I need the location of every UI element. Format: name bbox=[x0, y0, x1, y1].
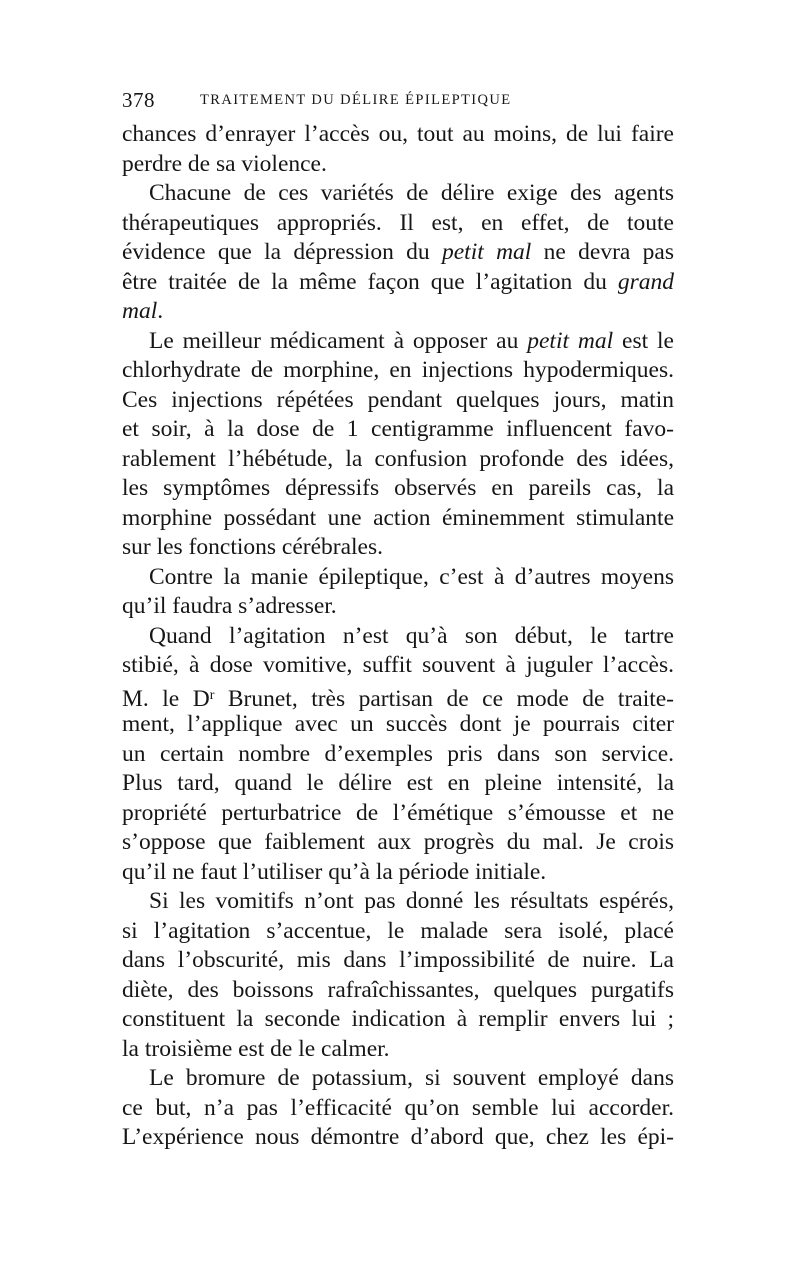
text-segment: qu’il ne faut l’utiliser qu’à la période initiale. bbox=[122, 858, 547, 885]
text-segment: L’expérience nous démontre d’abord que, chez les épi- bbox=[122, 1124, 674, 1150]
text-line bbox=[122, 504, 674, 534]
text-segment: ce but, n’a pas l’efficacité qu’on semble lui accorder. bbox=[122, 1094, 674, 1121]
text-line bbox=[122, 1005, 674, 1035]
text-line bbox=[122, 681, 674, 711]
text-segment: sur les fonctions cérébrales. bbox=[122, 534, 384, 560]
superscript-text: r bbox=[209, 687, 215, 703]
text-segment: dans l’obscurité, mis dans l’impossibilité de nuire. La bbox=[122, 947, 674, 973]
text-line bbox=[122, 1094, 674, 1124]
text-line bbox=[122, 297, 674, 327]
text-segment: évidence que la dépression du bbox=[122, 239, 442, 265]
text-line bbox=[122, 828, 674, 858]
text-segment: être traitée de la même façon que l’agitation du bbox=[122, 268, 618, 295]
text-line bbox=[122, 710, 674, 740]
text-segment: Ces injections répétées pendant quelques jours, matin bbox=[122, 386, 674, 413]
text-segment: chances d’enrayer l’accès ou, tout au moins, de lui faire bbox=[122, 121, 674, 147]
text-segment: thérapeutiques appropriés. Il est, en effet, de toute bbox=[122, 209, 674, 236]
text-segment: M. le D bbox=[122, 685, 210, 712]
text-line bbox=[122, 887, 674, 917]
text-line bbox=[122, 563, 674, 593]
text-segment: et soir, à la dose de 1 centigramme influencent favo- bbox=[122, 416, 674, 442]
text-segment: est le bbox=[613, 327, 674, 354]
text-line bbox=[122, 651, 674, 681]
italic-text: grand bbox=[617, 268, 674, 295]
text-line bbox=[122, 150, 674, 180]
text-segment: ne devra pas bbox=[531, 239, 674, 265]
text-segment: un certain nombre d’exemples pris dans son service. bbox=[122, 740, 674, 767]
text-segment: Plus tard, quand le délire est en pleine intensité, la bbox=[122, 770, 674, 796]
text-segment: morphine possédant une action éminemment stimulante bbox=[122, 504, 674, 531]
text-line bbox=[122, 946, 674, 976]
text-line bbox=[122, 1064, 674, 1094]
text-segment: perdre de sa violence. bbox=[122, 150, 327, 177]
text-line bbox=[122, 592, 674, 622]
text-segment: si l’agitation s’accentue, le malade sera isolé, placé bbox=[122, 917, 674, 944]
text-segment: ment, l’applique avec un succès dont je pourrais citer bbox=[122, 711, 674, 737]
body-text bbox=[122, 120, 674, 1153]
text-line bbox=[122, 327, 674, 357]
italic-text: petit mal bbox=[527, 327, 614, 354]
italic-text: mal bbox=[122, 298, 158, 324]
text-segment: rablement l’hébétude, la confusion profonde des idées, bbox=[122, 445, 674, 472]
text-line bbox=[122, 769, 674, 799]
text-line bbox=[122, 1123, 674, 1153]
text-line bbox=[122, 917, 674, 947]
text-segment: les symptômes dépressifs observés en pareils cas, la bbox=[122, 475, 674, 501]
text-line bbox=[122, 474, 674, 504]
text-segment: propriété perturbatrice de l’émétique s’émousse et ne bbox=[122, 799, 674, 826]
text-segment: Brunet, très partisan de ce mode de traite- bbox=[214, 685, 675, 712]
running-title: TRAITEMENT DU DÉLIRE ÉPILEPTIQUE bbox=[200, 92, 512, 108]
text-line bbox=[122, 120, 674, 150]
text-line bbox=[122, 268, 674, 298]
text-segment: s’oppose que faiblement aux progrès du mal. Je crois bbox=[122, 829, 674, 855]
text-line bbox=[122, 209, 674, 239]
text-line bbox=[122, 1035, 674, 1065]
text-segment: chlorhydrate de morphine, en injections hypodermiques. bbox=[122, 357, 674, 383]
text-line bbox=[122, 415, 674, 445]
text-line bbox=[122, 179, 674, 209]
text-segment: Le bromure de potassium, si souvent employé dans bbox=[149, 1065, 674, 1091]
text-segment: constituent la seconde indication à remplir envers lui ; bbox=[122, 1006, 674, 1032]
text-line bbox=[122, 356, 674, 386]
text-line bbox=[122, 622, 674, 652]
text-line bbox=[122, 858, 674, 888]
text-line bbox=[122, 740, 674, 770]
text-line bbox=[122, 386, 674, 416]
page-number: 378 bbox=[122, 88, 155, 112]
text-segment: la troisième est de le calmer. bbox=[122, 1035, 390, 1062]
text-segment: Si les vomitifs n’ont pas donné les résultats espérés, bbox=[149, 888, 674, 914]
text-segment: Chacune de ces variétés de délire exige des agents bbox=[149, 180, 674, 206]
text-segment: stibié, à dose vomitive, suffit souvent à juguler l’accès. bbox=[122, 652, 674, 678]
text-segment: Le meilleur médicament à opposer au bbox=[149, 327, 528, 354]
text-line bbox=[122, 445, 674, 475]
text-segment: . bbox=[157, 298, 164, 324]
text-line bbox=[122, 976, 674, 1006]
text-line bbox=[122, 238, 674, 268]
italic-text: petit mal bbox=[442, 239, 532, 265]
text-line bbox=[122, 533, 674, 563]
text-line bbox=[122, 799, 674, 829]
text-segment: diète, des boissons rafraîchissantes, quelques purgatifs bbox=[122, 976, 674, 1003]
text-segment: qu’il faudra s’adresser. bbox=[122, 593, 337, 619]
text-segment: Contre la manie épileptique, c’est à d’autres moyens bbox=[149, 563, 674, 590]
text-segment: Quand l’agitation n’est qu’à son début, le tartre bbox=[149, 622, 674, 649]
running-header bbox=[122, 88, 682, 114]
